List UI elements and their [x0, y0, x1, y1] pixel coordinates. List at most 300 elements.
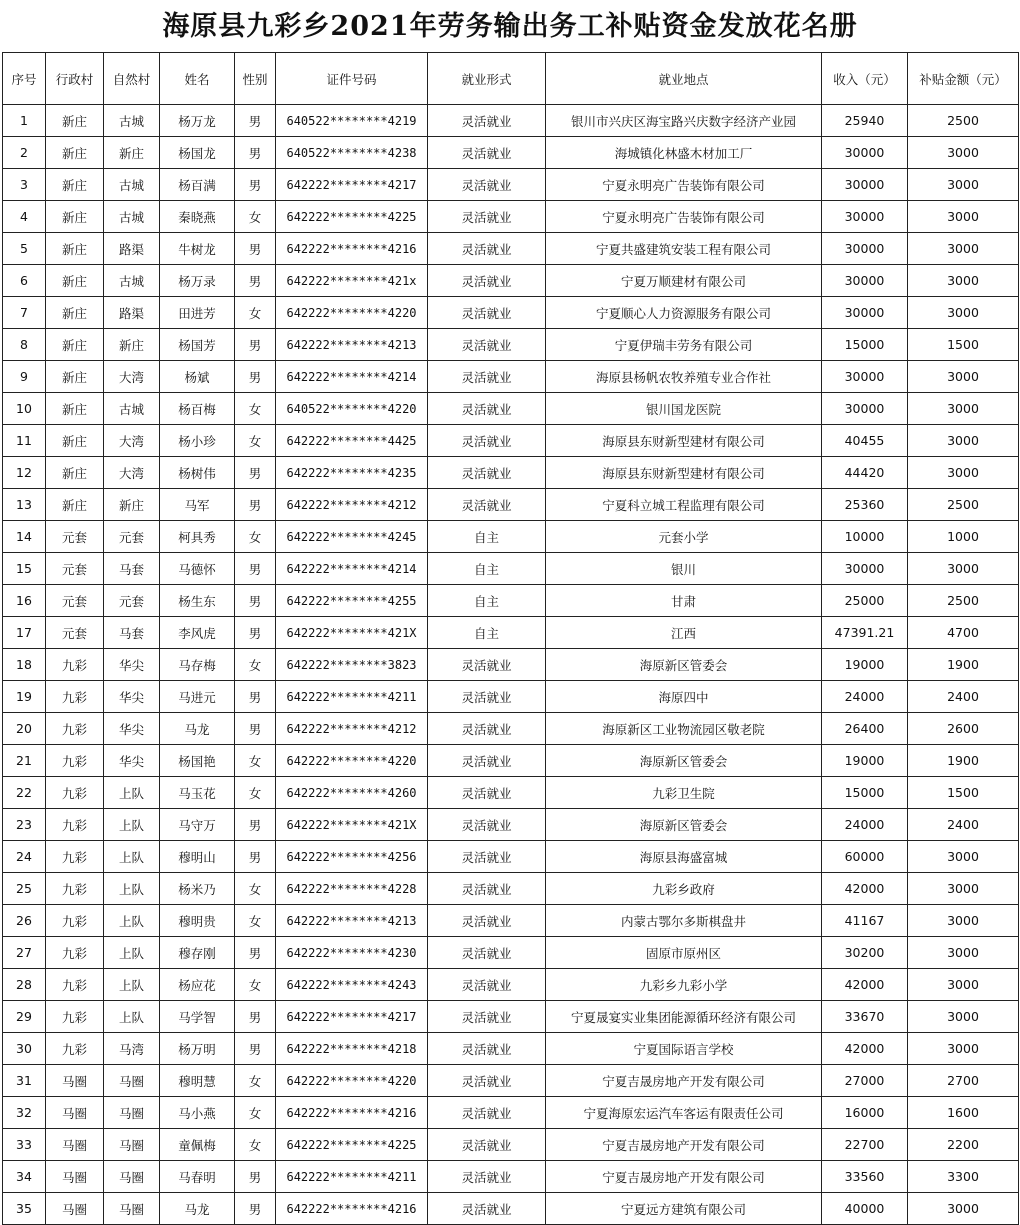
- cell-employment-type: 灵活就业: [428, 425, 546, 457]
- cell-income: 42000: [822, 873, 908, 905]
- cell-gender: 男: [235, 1033, 276, 1065]
- cell-income: 25360: [822, 489, 908, 521]
- cell-natural-village: 马圈: [104, 1097, 160, 1129]
- cell-natural-village: 上队: [104, 905, 160, 937]
- cell-index: 28: [3, 969, 46, 1001]
- cell-employment-type: 灵活就业: [428, 681, 546, 713]
- cell-gender: 女: [235, 745, 276, 777]
- cell-work-location: 海原县东财新型建材有限公司: [546, 457, 822, 489]
- cell-natural-village: 元套: [104, 585, 160, 617]
- table-row: [3, 393, 1019, 425]
- cell-admin-village: 元套: [46, 553, 104, 585]
- cell-work-location: 宁夏科立城工程监理有限公司: [546, 489, 822, 521]
- cell-work-location: 宁夏共盛建筑安装工程有限公司: [546, 233, 822, 265]
- cell-index: 4: [3, 201, 46, 233]
- cell-subsidy: 3000: [908, 233, 1019, 265]
- cell-id-number: 642222********4217: [276, 1001, 428, 1033]
- cell-id-number: 642222********421x: [276, 265, 428, 297]
- cell-income: 40000: [822, 1193, 908, 1225]
- cell-natural-village: 上队: [104, 937, 160, 969]
- cell-index: 1: [3, 105, 46, 137]
- cell-employment-type: 自主: [428, 617, 546, 649]
- table-row: [3, 937, 1019, 969]
- cell-gender: 男: [235, 1193, 276, 1225]
- column-header-subsidy: 补贴金额（元）: [908, 53, 1019, 105]
- cell-employment-type: 灵活就业: [428, 169, 546, 201]
- cell-subsidy: 1000: [908, 521, 1019, 553]
- cell-index: 10: [3, 393, 46, 425]
- table-row: [3, 489, 1019, 521]
- cell-income: 42000: [822, 1033, 908, 1065]
- cell-id-number: 642222********4255: [276, 585, 428, 617]
- table-row: [3, 137, 1019, 169]
- cell-income: 30000: [822, 393, 908, 425]
- cell-id-number: 642222********4220: [276, 745, 428, 777]
- cell-income: 33560: [822, 1161, 908, 1193]
- cell-income: 47391.21: [822, 617, 908, 649]
- cell-natural-village: 新庄: [104, 489, 160, 521]
- cell-employment-type: 灵活就业: [428, 1129, 546, 1161]
- cell-natural-village: 上队: [104, 969, 160, 1001]
- cell-natural-village: 古城: [104, 265, 160, 297]
- cell-id-number: 642222********4214: [276, 361, 428, 393]
- table-row: [3, 1065, 1019, 1097]
- cell-work-location: 海原县海盛富城: [546, 841, 822, 873]
- cell-id-number: 642222********421X: [276, 809, 428, 841]
- cell-income: 10000: [822, 521, 908, 553]
- cell-admin-village: 九彩: [46, 1001, 104, 1033]
- cell-id-number: 642222********3823: [276, 649, 428, 681]
- table-row: [3, 457, 1019, 489]
- cell-id-number: 642222********4213: [276, 905, 428, 937]
- cell-work-location: 海原新区工业物流园区敬老院: [546, 713, 822, 745]
- cell-employment-type: 灵活就业: [428, 457, 546, 489]
- cell-income: 33670: [822, 1001, 908, 1033]
- cell-id-number: 642222********4228: [276, 873, 428, 905]
- cell-natural-village: 上队: [104, 809, 160, 841]
- column-header-name: 姓名: [160, 53, 235, 105]
- cell-id-number: 642222********4212: [276, 489, 428, 521]
- table-row: [3, 649, 1019, 681]
- cell-index: 15: [3, 553, 46, 585]
- table-row: [3, 681, 1019, 713]
- cell-name: 马龙: [160, 713, 235, 745]
- cell-employment-type: 灵活就业: [428, 361, 546, 393]
- cell-income: 26400: [822, 713, 908, 745]
- cell-employment-type: 灵活就业: [428, 329, 546, 361]
- cell-name: 马存梅: [160, 649, 235, 681]
- cell-work-location: 元套小学: [546, 521, 822, 553]
- cell-id-number: 640522********4238: [276, 137, 428, 169]
- cell-index: 14: [3, 521, 46, 553]
- cell-index: 29: [3, 1001, 46, 1033]
- cell-name: 马春明: [160, 1161, 235, 1193]
- cell-subsidy: 2600: [908, 713, 1019, 745]
- cell-admin-village: 新庄: [46, 265, 104, 297]
- header-row: [3, 53, 1019, 105]
- cell-employment-type: 灵活就业: [428, 105, 546, 137]
- cell-subsidy: 3000: [908, 425, 1019, 457]
- cell-subsidy: 3000: [908, 393, 1019, 425]
- cell-index: 22: [3, 777, 46, 809]
- cell-index: 24: [3, 841, 46, 873]
- cell-gender: 女: [235, 777, 276, 809]
- cell-gender: 女: [235, 1129, 276, 1161]
- cell-natural-village: 华尖: [104, 745, 160, 777]
- cell-index: 12: [3, 457, 46, 489]
- cell-work-location: 宁夏顺心人力资源服务有限公司: [546, 297, 822, 329]
- cell-employment-type: 灵活就业: [428, 937, 546, 969]
- cell-income: 30000: [822, 361, 908, 393]
- cell-natural-village: 新庄: [104, 137, 160, 169]
- cell-index: 13: [3, 489, 46, 521]
- column-header-natural-village: 自然村: [104, 53, 160, 105]
- cell-subsidy: 3000: [908, 1001, 1019, 1033]
- cell-income: 15000: [822, 329, 908, 361]
- cell-admin-village: 新庄: [46, 137, 104, 169]
- cell-admin-village: 九彩: [46, 777, 104, 809]
- cell-id-number: 642222********4425: [276, 425, 428, 457]
- cell-id-number: 642222********4243: [276, 969, 428, 1001]
- cell-name: 马小燕: [160, 1097, 235, 1129]
- cell-work-location: 银川市兴庆区海宝路兴庆数字经济产业园: [546, 105, 822, 137]
- cell-id-number: 642222********4216: [276, 1097, 428, 1129]
- cell-employment-type: 灵活就业: [428, 905, 546, 937]
- cell-id-number: 642222********4217: [276, 169, 428, 201]
- cell-employment-type: 灵活就业: [428, 1065, 546, 1097]
- cell-subsidy: 3000: [908, 553, 1019, 585]
- cell-gender: 男: [235, 1001, 276, 1033]
- cell-work-location: 海原新区管委会: [546, 649, 822, 681]
- cell-natural-village: 上队: [104, 777, 160, 809]
- cell-gender: 女: [235, 393, 276, 425]
- cell-income: 41167: [822, 905, 908, 937]
- cell-employment-type: 自主: [428, 521, 546, 553]
- cell-employment-type: 灵活就业: [428, 873, 546, 905]
- table-row: [3, 585, 1019, 617]
- cell-income: 40455: [822, 425, 908, 457]
- cell-name: 马玉花: [160, 777, 235, 809]
- cell-employment-type: 自主: [428, 553, 546, 585]
- table-row: [3, 745, 1019, 777]
- cell-id-number: 642222********4230: [276, 937, 428, 969]
- cell-income: 60000: [822, 841, 908, 873]
- cell-work-location: 银川: [546, 553, 822, 585]
- cell-income: 30000: [822, 265, 908, 297]
- cell-income: 24000: [822, 809, 908, 841]
- cell-index: 3: [3, 169, 46, 201]
- cell-gender: 女: [235, 649, 276, 681]
- cell-employment-type: 灵活就业: [428, 969, 546, 1001]
- cell-employment-type: 灵活就业: [428, 137, 546, 169]
- cell-gender: 男: [235, 553, 276, 585]
- cell-admin-village: 九彩: [46, 841, 104, 873]
- table-row: [3, 809, 1019, 841]
- roster-table: [2, 52, 1019, 1225]
- cell-natural-village: 大湾: [104, 457, 160, 489]
- cell-gender: 女: [235, 201, 276, 233]
- cell-income: 22700: [822, 1129, 908, 1161]
- table-row: [3, 361, 1019, 393]
- table-row: [3, 617, 1019, 649]
- cell-name: 穆明山: [160, 841, 235, 873]
- cell-name: 田进芳: [160, 297, 235, 329]
- table-row: [3, 1097, 1019, 1129]
- cell-name: 杨万明: [160, 1033, 235, 1065]
- cell-natural-village: 马圈: [104, 1065, 160, 1097]
- cell-income: 25940: [822, 105, 908, 137]
- cell-id-number: 642222********4220: [276, 1065, 428, 1097]
- cell-name: 马龙: [160, 1193, 235, 1225]
- table-row: [3, 777, 1019, 809]
- cell-natural-village: 马圈: [104, 1161, 160, 1193]
- cell-admin-village: 新庄: [46, 393, 104, 425]
- cell-income: 30000: [822, 169, 908, 201]
- cell-admin-village: 马圈: [46, 1129, 104, 1161]
- cell-work-location: 宁夏远方建筑有限公司: [546, 1193, 822, 1225]
- table-row: [3, 169, 1019, 201]
- cell-gender: 男: [235, 361, 276, 393]
- cell-gender: 男: [235, 585, 276, 617]
- cell-gender: 女: [235, 969, 276, 1001]
- cell-index: 34: [3, 1161, 46, 1193]
- cell-natural-village: 路渠: [104, 297, 160, 329]
- cell-admin-village: 新庄: [46, 233, 104, 265]
- cell-gender: 女: [235, 1065, 276, 1097]
- cell-index: 9: [3, 361, 46, 393]
- cell-index: 7: [3, 297, 46, 329]
- cell-income: 42000: [822, 969, 908, 1001]
- cell-id-number: 642222********421X: [276, 617, 428, 649]
- cell-name: 杨树伟: [160, 457, 235, 489]
- cell-name: 杨斌: [160, 361, 235, 393]
- cell-index: 33: [3, 1129, 46, 1161]
- cell-work-location: 海原新区管委会: [546, 745, 822, 777]
- cell-work-location: 宁夏永明亮广告装饰有限公司: [546, 201, 822, 233]
- cell-work-location: 九彩乡政府: [546, 873, 822, 905]
- cell-gender: 男: [235, 169, 276, 201]
- cell-employment-type: 灵活就业: [428, 1161, 546, 1193]
- column-header-gender: 性别: [235, 53, 276, 105]
- cell-natural-village: 元套: [104, 521, 160, 553]
- cell-natural-village: 上队: [104, 1001, 160, 1033]
- table-header: [3, 53, 1019, 105]
- table-row: [3, 553, 1019, 585]
- cell-income: 16000: [822, 1097, 908, 1129]
- cell-name: 马德怀: [160, 553, 235, 585]
- cell-subsidy: 2500: [908, 585, 1019, 617]
- cell-income: 15000: [822, 777, 908, 809]
- cell-natural-village: 马套: [104, 553, 160, 585]
- cell-id-number: 642222********4214: [276, 553, 428, 585]
- cell-work-location: 银川国龙医院: [546, 393, 822, 425]
- cell-admin-village: 九彩: [46, 873, 104, 905]
- cell-subsidy: 3000: [908, 457, 1019, 489]
- cell-gender: 男: [235, 457, 276, 489]
- cell-employment-type: 自主: [428, 585, 546, 617]
- cell-id-number: 642222********4220: [276, 297, 428, 329]
- table-row: [3, 713, 1019, 745]
- table-row: [3, 233, 1019, 265]
- column-header-work-location: 就业地点: [546, 53, 822, 105]
- cell-index: 32: [3, 1097, 46, 1129]
- cell-natural-village: 马圈: [104, 1193, 160, 1225]
- cell-subsidy: 1500: [908, 329, 1019, 361]
- cell-employment-type: 灵活就业: [428, 1193, 546, 1225]
- cell-name: 马进元: [160, 681, 235, 713]
- cell-subsidy: 3000: [908, 137, 1019, 169]
- cell-admin-village: 九彩: [46, 937, 104, 969]
- cell-id-number: 642222********4213: [276, 329, 428, 361]
- cell-admin-village: 九彩: [46, 809, 104, 841]
- cell-name: 秦晓燕: [160, 201, 235, 233]
- table-body: [3, 105, 1019, 1225]
- cell-gender: 男: [235, 937, 276, 969]
- cell-index: 5: [3, 233, 46, 265]
- column-header-employment-type: 就业形式: [428, 53, 546, 105]
- cell-name: 牛树龙: [160, 233, 235, 265]
- cell-gender: 男: [235, 105, 276, 137]
- cell-work-location: 宁夏晟宴实业集团能源循环经济有限公司: [546, 1001, 822, 1033]
- cell-name: 杨小珍: [160, 425, 235, 457]
- cell-employment-type: 灵活就业: [428, 713, 546, 745]
- cell-gender: 女: [235, 905, 276, 937]
- cell-income: 30000: [822, 233, 908, 265]
- cell-id-number: 640522********4219: [276, 105, 428, 137]
- cell-natural-village: 马湾: [104, 1033, 160, 1065]
- cell-name: 杨国艳: [160, 745, 235, 777]
- cell-subsidy: 3000: [908, 937, 1019, 969]
- cell-subsidy: 2200: [908, 1129, 1019, 1161]
- cell-admin-village: 九彩: [46, 905, 104, 937]
- cell-admin-village: 九彩: [46, 681, 104, 713]
- cell-name: 杨米乃: [160, 873, 235, 905]
- cell-gender: 女: [235, 1097, 276, 1129]
- cell-income: 25000: [822, 585, 908, 617]
- cell-admin-village: 新庄: [46, 297, 104, 329]
- cell-index: 18: [3, 649, 46, 681]
- cell-employment-type: 灵活就业: [428, 649, 546, 681]
- cell-name: 杨应花: [160, 969, 235, 1001]
- cell-admin-village: 元套: [46, 585, 104, 617]
- cell-employment-type: 灵活就业: [428, 393, 546, 425]
- cell-admin-village: 新庄: [46, 489, 104, 521]
- cell-id-number: 642222********4211: [276, 1161, 428, 1193]
- cell-name: 马守万: [160, 809, 235, 841]
- cell-subsidy: 2700: [908, 1065, 1019, 1097]
- table-row: [3, 841, 1019, 873]
- cell-index: 8: [3, 329, 46, 361]
- cell-employment-type: 灵活就业: [428, 809, 546, 841]
- cell-index: 30: [3, 1033, 46, 1065]
- table-row: [3, 201, 1019, 233]
- cell-income: 19000: [822, 745, 908, 777]
- table-row: [3, 521, 1019, 553]
- cell-index: 17: [3, 617, 46, 649]
- cell-name: 童佩梅: [160, 1129, 235, 1161]
- cell-gender: 男: [235, 233, 276, 265]
- cell-subsidy: 3000: [908, 297, 1019, 329]
- table-row: [3, 905, 1019, 937]
- cell-natural-village: 上队: [104, 841, 160, 873]
- cell-id-number: 642222********4260: [276, 777, 428, 809]
- cell-admin-village: 九彩: [46, 713, 104, 745]
- cell-employment-type: 灵活就业: [428, 233, 546, 265]
- table-row: [3, 1193, 1019, 1225]
- cell-gender: 男: [235, 265, 276, 297]
- cell-admin-village: 新庄: [46, 329, 104, 361]
- cell-index: 6: [3, 265, 46, 297]
- cell-employment-type: 灵活就业: [428, 265, 546, 297]
- cell-name: 杨国龙: [160, 137, 235, 169]
- cell-name: 杨百满: [160, 169, 235, 201]
- cell-gender: 男: [235, 329, 276, 361]
- cell-natural-village: 古城: [104, 201, 160, 233]
- cell-index: 20: [3, 713, 46, 745]
- cell-admin-village: 九彩: [46, 1033, 104, 1065]
- cell-income: 24000: [822, 681, 908, 713]
- cell-index: 26: [3, 905, 46, 937]
- cell-gender: 男: [235, 713, 276, 745]
- cell-name: 杨国芳: [160, 329, 235, 361]
- cell-gender: 女: [235, 521, 276, 553]
- cell-work-location: 海原县杨帆农牧养殖专业合作社: [546, 361, 822, 393]
- cell-name: 柯具秀: [160, 521, 235, 553]
- cell-index: 16: [3, 585, 46, 617]
- cell-index: 11: [3, 425, 46, 457]
- table-row: [3, 297, 1019, 329]
- cell-income: 44420: [822, 457, 908, 489]
- cell-id-number: 642222********4216: [276, 1193, 428, 1225]
- cell-natural-village: 马圈: [104, 1129, 160, 1161]
- cell-name: 穆明贵: [160, 905, 235, 937]
- table-row: [3, 1033, 1019, 1065]
- cell-employment-type: 灵活就业: [428, 777, 546, 809]
- cell-employment-type: 灵活就业: [428, 201, 546, 233]
- cell-id-number: 642222********4218: [276, 1033, 428, 1065]
- table-row: [3, 1001, 1019, 1033]
- table-row: [3, 105, 1019, 137]
- cell-work-location: 宁夏吉晟房地产开发有限公司: [546, 1129, 822, 1161]
- cell-natural-village: 上队: [104, 873, 160, 905]
- cell-gender: 男: [235, 681, 276, 713]
- cell-employment-type: 灵活就业: [428, 297, 546, 329]
- cell-admin-village: 新庄: [46, 425, 104, 457]
- cell-subsidy: 3300: [908, 1161, 1019, 1193]
- cell-work-location: 内蒙古鄂尔多斯棋盘井: [546, 905, 822, 937]
- cell-index: 23: [3, 809, 46, 841]
- cell-income: 30000: [822, 137, 908, 169]
- cell-admin-village: 马圈: [46, 1097, 104, 1129]
- cell-work-location: 海原新区管委会: [546, 809, 822, 841]
- cell-natural-village: 大湾: [104, 425, 160, 457]
- cell-work-location: 海原县东财新型建材有限公司: [546, 425, 822, 457]
- cell-admin-village: 元套: [46, 617, 104, 649]
- cell-subsidy: 3000: [908, 1193, 1019, 1225]
- cell-work-location: 海原四中: [546, 681, 822, 713]
- cell-subsidy: 3000: [908, 969, 1019, 1001]
- cell-gender: 女: [235, 425, 276, 457]
- cell-subsidy: 3000: [908, 265, 1019, 297]
- cell-admin-village: 新庄: [46, 361, 104, 393]
- cell-admin-village: 九彩: [46, 969, 104, 1001]
- cell-subsidy: 3000: [908, 905, 1019, 937]
- cell-natural-village: 古城: [104, 393, 160, 425]
- cell-subsidy: 2400: [908, 681, 1019, 713]
- cell-work-location: 江西: [546, 617, 822, 649]
- cell-employment-type: 灵活就业: [428, 489, 546, 521]
- cell-admin-village: 新庄: [46, 457, 104, 489]
